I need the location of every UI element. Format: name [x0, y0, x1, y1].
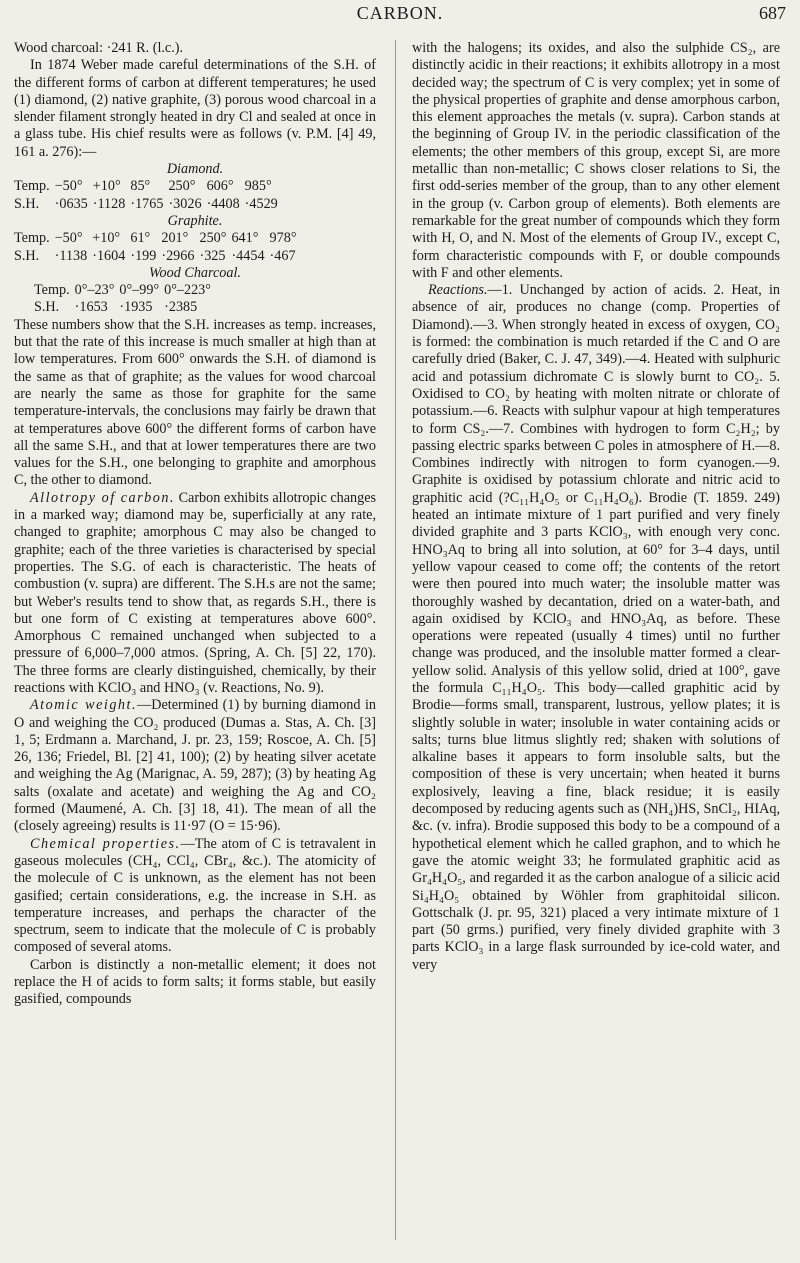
- sh-label: S.H.: [14, 195, 40, 212]
- sh-cell: ·1765: [130, 195, 164, 212]
- temp-cell: 250°: [199, 230, 227, 247]
- temp-cell: 0°–223°: [164, 282, 211, 299]
- sh-cell: ·325: [199, 247, 226, 264]
- sh-cell: ·3026: [168, 195, 202, 212]
- temp-label: Temp.: [14, 230, 50, 247]
- sh-cell: ·1138: [54, 247, 88, 264]
- chemical-properties-text: —The atom of C is tetravalent in gaseous molecules (CH₄, CCl₄, CBr₄, &c.). The atomicity of the molecule of C is unknown, as the element has not been gasified; certain considerations, e.g. the increase in S.H. as temperature increases, and perhaps the character of the spectrum, seem to indicate that the molecule of C is probably composed of several atoms.: [14, 835, 376, 956]
- charcoal-temp-row: [34, 282, 216, 299]
- temp-cell: 201°: [161, 230, 189, 247]
- diamond-temp-row: [14, 178, 283, 195]
- atomic-weight-paragraph: [14, 697, 376, 835]
- sh-cell: ·0635: [54, 195, 88, 212]
- sh-cell: ·1128: [92, 195, 126, 212]
- wood-charcoal-line: Wood charcoal: ·241 R. (l.c.).: [14, 40, 184, 56]
- sh-label: S.H.: [34, 299, 60, 316]
- atomic-weight-text: —Determined (1) by burning diamond in O and weighing the CO₂ produced (Dumas a. Stas, A. Ch. [3] 1, 5; Erdmann a. Marchand, J. pr. 23, 159; Roscoe, A. Ch. [5] 26, 136; Friedel, Bl. [2] 41, 100); (2) by heating silver acetate and weighing the Ag (Marignac, A. 59, 287); (3) by heating Ag salts (oxalate and acetate) and weighing the Ag and CO₂ formed (Maumené, A. Ch. [3] 18, 41). The mean of all the (closely agreeing) results is 11·97 (O = 15·96).: [14, 697, 376, 835]
- chemical-properties-paragraph: [14, 836, 376, 957]
- sh-cell: ·467: [269, 247, 296, 264]
- charcoal-sh-row: [34, 299, 216, 316]
- page-header: [0, 0, 800, 36]
- charcoal-caption: Wood Charcoal.: [149, 264, 241, 281]
- sh-cell: ·4408: [206, 195, 240, 212]
- temp-label: Temp.: [34, 282, 70, 299]
- allotropy-text: Carbon exhibits allotropic changes in a marked way; diamond may be, superficially at any rate, changed to graphite; amorphous C may also be changed to graphite; each of the three varieties is characterised by special properties. The S.G. of each is characteristic. The heats of combustion (v. supra) are different. The S.H.s are not the same; but Weber's results tend to show that, as regards S.H., there is but one form of C existing at temperatures above 600°. Amorphous C remained unchanged when subjected to a pressure of 6,000–7,000 atmos. (Spring, A. Ch. [5] 22, 170). The three forms are clearly distinguished, chemically, by their reactions with KClO₃ and HNO₃ (v. Reactions, No. 9).: [14, 489, 377, 696]
- sh-cell: ·1935: [119, 299, 153, 316]
- diamond-table: [14, 178, 283, 213]
- halogens-paragraph: with the halogens; its oxides, and also the sulphide CS₂, are distinctly acidic in their reactions; it exhibits allotropy in a most decided way; the spectrum of C is very complex; yet in some of the physical properties of graphite and dense amorphous carbon, this element approaches the metals (v. supra). Carbon stands at the beginning of Group IV. in the periodic classification of the elements; the other members of this group, except Si, are more metallic than non-metallic; C shows closer relations to Si, the first odd-series member of the group, than to any other element in the group (v. Carbon group of elements). Both elements are remarkable for the great number of compounds which they form with H, O, and N. Most of the elements of Group IV., except C, form characteristic compounds with F, or double compounds with F and other elements.: [412, 40, 780, 281]
- temp-cell: 61°: [130, 230, 151, 247]
- sh-cell: ·2385: [164, 299, 198, 316]
- atomic-weight-heading: Atomic weight.: [30, 697, 138, 714]
- sh-cell: ·4454: [231, 247, 265, 264]
- temp-cell: +10°: [92, 178, 121, 195]
- temp-cell: 978°: [269, 230, 297, 247]
- sh-cell: ·4529: [244, 195, 278, 212]
- sh-cell: ·2966: [161, 247, 195, 264]
- temp-cell: 985°: [244, 178, 272, 195]
- temp-cell: 0°–99°: [119, 282, 160, 299]
- reactions-text: —1. Unchanged by action of acids. 2. Heat, in absence of air, produces no change (comp. Properties of Diamond).—3. When strongly heated in excess of oxygen, CO₂ is formed: the combination is much retarded if the C and O are carefully dried (Baker, C. J. 47, 349).—4. Heated with sulphuric acid and potassium dichromate C is slowly burnt to CO₂. 5. Oxidised to CO₂ by heating with molten nitrate or chlorate of potassium.—6. Reacts with sulphur vapour at high temperatures to form CS₂.—7. Combines with hydrogen to form C₂H₂; by passing electric sparks between C poles in atmosphere of H.—8. Combines indirectly with nitrogen to form cyanogen.—9. Graphite is oxidised by potassium chlorate and nitric acid to graphitic acid (?C₁₁H₄O₅ or C₁₁H₄O₆). Brodie (T. 1859. 249) heated an intimate mixture of 1 part purified and very finely divided graphite and 3 parts KClO₃, with enough very conc. HNO₃Aq to bring all into solution, at 60° for 3–4 days, until yellow vapour ceased to come off; the contents of the retort were then poured into much water; the insoluble matter was thoroughly washed by decantation, dried on a water-bath, and again oxidised by KClO₃ and HNO₃Aq, as before. These operations were repeated (usually 4 times) until no further change was produced, and the insoluble matter formed a clear-yellow solid. Analysis of this yellow solid, dried at 100°, gave the formula C₁₁H₄O₅. This body—called graphitic acid by Brodie—forms small, transparent, lustrous, yellow plates; it is slightly soluble in water; insoluble in water containing acids or salts; turns blue litmus slightly red; shaken with solutions of alkaline bases it appears to form insoluble salts, but the composition of these is very uncertain; when heated it burns explosively, leaving a fine, black residue; it is easily decomposed by reducing agents such as (NH₄)HS, SnCl₂, HIAq, &c. (v. infra). Brodie supposed this body to be a compound of a hypothetical element which he called graphon, and to which he gave the atomic weight 33; he formulated graphitic acid as Gr₄H₄O₅, and regarded it as the carbon analogue of a silicic acid Si₄H₄O₅ obtained by Wöhler from graphitoidal silicon. Gottschalk (J. pr. 95, 321) placed a very intimate mixture of 1 part (50 grms.) purified, very finely divided graphite with 3 parts KClO₃ in a large flask surrounded by ice-cold water, and very: [412, 282, 780, 973]
- sh-conclusion-paragraph: These numbers show that the S.H. increases as temp. increases, but that the rate of this increase is much smaller at high than at low temperatures. From 600° onwards the S.H. of diamond is the same as that of graphite; as the values for wood charcoal are nearly the same as those for graphite for the same temperature-intervals, the conclusions may fairly be drawn that at temperatures above 600° the different forms of carbon have all the same S.H., and that at lower temperatures there are two values for the S.H., one belonging to graphite and amorphous C, the other to diamond.: [14, 316, 376, 489]
- allotropy-paragraph: [14, 490, 376, 698]
- temp-cell: 641°: [231, 230, 259, 247]
- running-head: CARBON.: [356, 3, 444, 23]
- reactions-heading: Reactions.: [428, 282, 488, 299]
- sh-cell: ·1604: [92, 247, 126, 264]
- sh-label: S.H.: [14, 247, 40, 264]
- non-metallic-paragraph: Carbon is distinctly a non-metallic element; it does not replace the H of acids to form salts; it forms stable, but easily gasified, compounds: [14, 956, 376, 1008]
- page-number: 687: [759, 3, 786, 23]
- charcoal-table: [34, 282, 216, 317]
- column-divider: [395, 40, 396, 1240]
- temp-cell: −50°: [54, 178, 83, 195]
- reactions-paragraph: [412, 282, 780, 974]
- temp-cell: −50°: [54, 230, 83, 247]
- temp-cell: 0°–23°: [74, 282, 115, 299]
- chemical-properties-heading: Chemical properties.: [30, 835, 181, 852]
- sh-cell: ·1653: [74, 299, 108, 316]
- temp-cell: +10°: [92, 230, 121, 247]
- diamond-sh-row: [14, 196, 283, 213]
- left-column: [14, 40, 376, 1009]
- graphite-sh-row: [14, 248, 302, 265]
- sh-cell: ·199: [130, 247, 157, 264]
- right-column: [412, 40, 780, 974]
- diamond-caption: Diamond.: [166, 161, 224, 178]
- graphite-table: [14, 230, 302, 265]
- weber-paragraph: In 1874 Weber made careful determinations of the S.H. of the different forms of carbon at different temperatures; he used (1) diamond, (2) native graphite, (3) porous wood charcoal in a slender filament strongly heated in dry Cl and sealed at once in a glass tube. His chief results were as follows (v. P.M. [4] 49, 161 a. 276):—: [14, 57, 376, 160]
- temp-cell: 250°: [168, 178, 196, 195]
- allotropy-heading: Allotropy of carbon.: [30, 489, 175, 506]
- graphite-caption: Graphite.: [167, 212, 223, 229]
- graphite-temp-row: [14, 230, 302, 247]
- temp-cell: 85°: [130, 178, 151, 195]
- temp-cell: 606°: [206, 178, 234, 195]
- temp-label: Temp.: [14, 178, 50, 195]
